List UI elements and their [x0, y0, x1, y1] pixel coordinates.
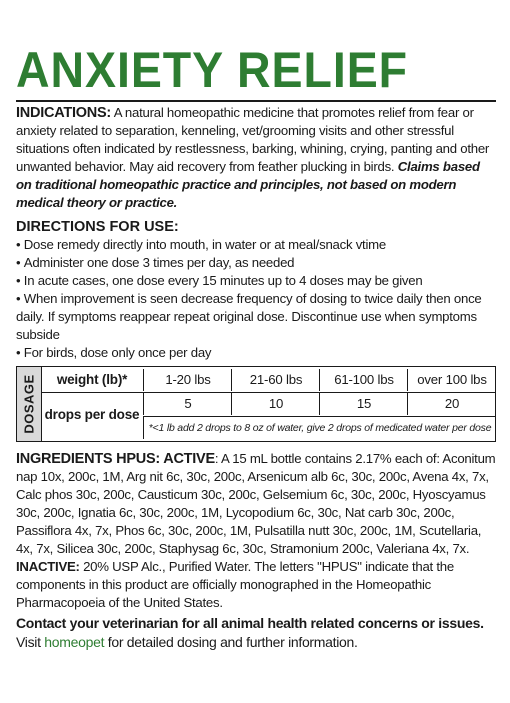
homeopet-link[interactable]: homeopet [44, 634, 105, 650]
dosage-label-text: DOSAGE [21, 374, 37, 434]
drops-cell: 5 [143, 393, 232, 415]
weight-cell: 1-20 lbs [143, 369, 232, 391]
list-item: • Administer one dose 3 times per day, as needed [16, 254, 498, 272]
list-item: • In acute cases, one dose every 15 minutes up to 4 doses may be given [16, 272, 498, 290]
drops-header: drops per dose [44, 407, 140, 422]
dosage-side-label [17, 367, 42, 441]
claims-disclaimer: Claims based on traditional homeopathic practice and principles, not based on modern medical theory or practice. [16, 159, 480, 210]
weight-header: weight (lb)* [56, 372, 128, 387]
list-item: • When improvement is seen decrease frequency of dosing to twice daily then once daily. If symptoms reappear repeat original dose. Discontinue use when symptoms subside [16, 290, 498, 344]
list-item: • Dose remedy directly into mouth, in water or at meal/snack vtime [16, 236, 498, 254]
list-item: • For birds, dose only once per day [16, 344, 498, 362]
visit-suffix: for detailed dosing and further information. [104, 634, 358, 650]
active-ingredients-text: : A 15 mL bottle contains 2.17% each of: Aconitum nap 10x, 200c, 1M, Arg nit 6c, 30c, 200c, Arsenicum alb 6c, 30c, 200c, Avena 4x, 7x, Calc phos 30c, 200c, Causticum 30c, 200c, Gelsemium 6c, 30c, 200c, Hyoscyamus 30c, 200c, Ignatia 6c, 30c, 200c, 1M, Lycopodium 6c, 30c, Nat carb 30c, 200c, Passiflora 4x, 7x, Phos 6c, 30c, 200c, 1M, Pulsatilla nutt 30c, 200c, 1M, Scutellaria, 4x, 7x, Silicea 30c, 200c, Staphysag 6c, 30c, Stramonium 200c, Valeriana 4x, 7x. [16, 451, 496, 556]
directions-list [16, 236, 498, 362]
page-title: ANXIETY RELIEF [16, 42, 408, 98]
dosage-footnote: *<1 lb add 2 drops to 8 oz of water, give 2 drops of medicated water per dose [143, 417, 496, 439]
indications-text: A natural homeopathic medicine that promotes relief from fear or anxiety related to separation, kenneling, vet/grooming visits and other stressful situations often indicated by restlessness, barking, whining, crying, panting and other unwanted behavior. May aid recovery from feather plucking in birds. [16, 105, 490, 174]
drops-cell: 15 [319, 393, 408, 415]
weight-cell: over 100 lbs [407, 369, 496, 391]
visit-line [16, 633, 498, 652]
ingredients-label: INGREDIENTS HPUS: ACTIVE [16, 451, 215, 467]
ingredients-paragraph [16, 450, 498, 612]
indications-paragraph [16, 104, 498, 212]
drops-cell: 20 [407, 393, 496, 415]
inactive-label: INACTIVE: [16, 559, 80, 574]
dosage-table [16, 366, 496, 442]
directions-heading: DIRECTIONS FOR USE: [16, 219, 179, 235]
weight-cell: 21-60 lbs [231, 369, 320, 391]
contact-vet-line: Contact your veterinarian for all animal health related concerns or issues. [16, 615, 484, 631]
visit-prefix: Visit [16, 634, 45, 650]
drops-cell: 10 [231, 393, 320, 415]
contact-paragraph [16, 614, 498, 652]
inactive-ingredients-text: 20% USP Alc., Purified Water. The letters "HPUS" indicate that the components in this product are officially monographed in the Homeopathic Pharmacopoeia of the United States. [16, 559, 454, 610]
indications-label: INDICATIONS: [16, 105, 112, 121]
title-divider [16, 100, 496, 102]
weight-cell: 61-100 lbs [319, 369, 408, 391]
